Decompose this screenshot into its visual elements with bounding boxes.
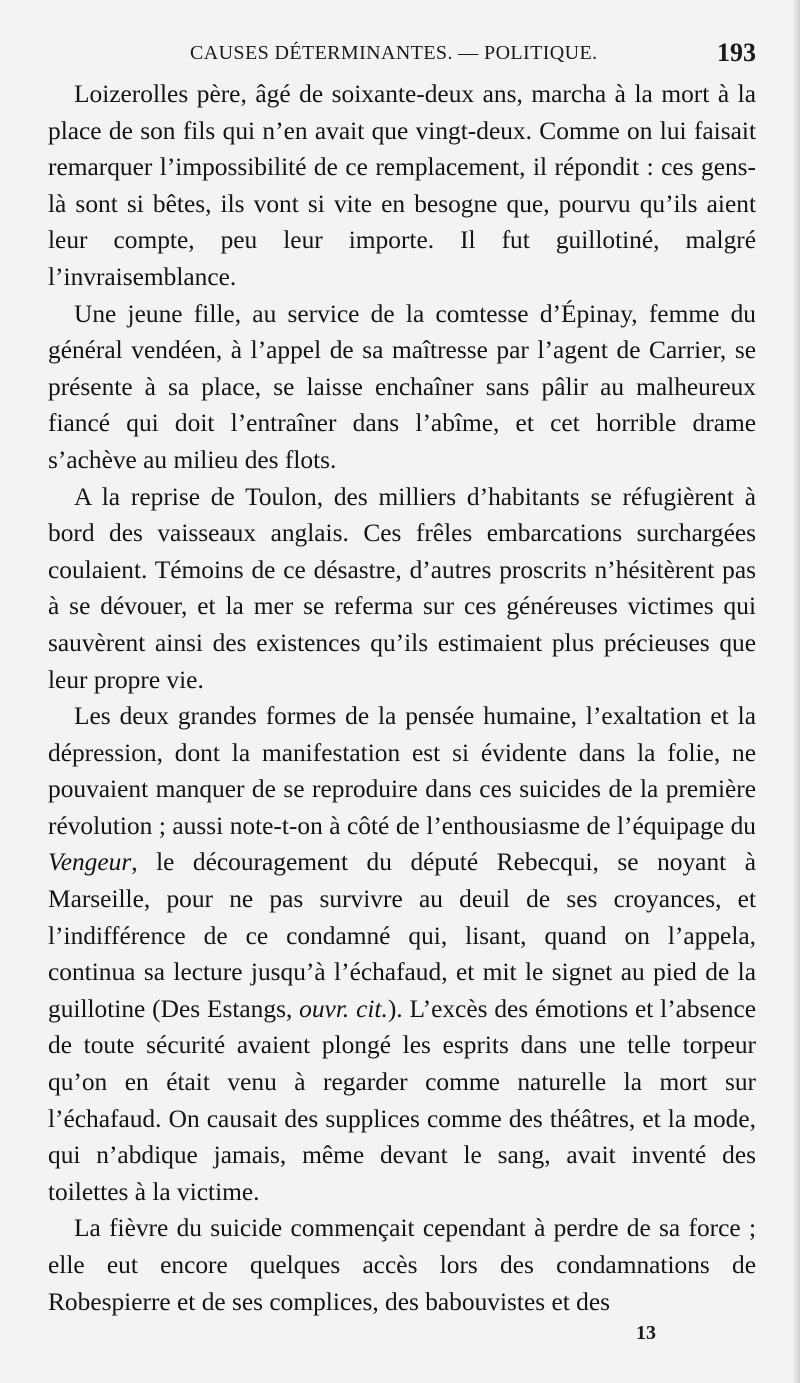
- paragraph-deux-formes: [48, 698, 756, 1210]
- page-header: [48, 38, 756, 72]
- body-text: [48, 76, 756, 1320]
- page-number: 193: [717, 38, 756, 67]
- paragraph-fievre: La fièvre du suicide commençait cependant à perdre de sa force ; elle eut encore quelques accès lors des condamnations de Robespierre et de ses complices, des babouvistes et des: [48, 1214, 756, 1316]
- paragraph-loizerolles: Loizerolles père, âgé de soixante-deux ans, marcha à la mort à la place de son fils qui n’en avait que vingt-deux. Comme on lui faisait remarquer l’impossibilité de ce remplacement, il répondit : ces gens-là sont si bêtes, ils vont si vite en besogne que, pourvu qu’ils aient leur compte, peu leur importe. Il fut guillotiné, malgré l’invraisemblance.: [48, 80, 756, 291]
- italic-ship-name: Vengeur: [48, 848, 132, 877]
- paragraph-text-part: Les deux grandes formes de la pensée humaine, l’exaltation et la dépression, dont la manifestation est si évidente dans la folie, ne pouvaient manquer de se reproduire dans ces suicides de la première révolution ; aussi note-t-on à côté de l’enthousiasme de l’équipage du: [48, 702, 756, 840]
- italic-citation: ouvr. cit.: [299, 994, 388, 1023]
- paragraph-jeune-fille: Une jeune fille, au service de la comtesse d’Épinay, femme du général vendéen, à l’appel de sa maîtresse par l’agent de Carrier, se présente à sa place, se laisse enchaîner sans pâlir au malheureux fiancé qui doit l’entraîner dans l’abîme, et cet horrible drame s’achève au milieu des flots.: [48, 299, 756, 474]
- paragraph-toulon: A la reprise de Toulon, des milliers d’habitants se réfugièrent à bord des vaisseaux anglais. Ces frêles embarcations surchargées coulaient. Témoins de ce désastre, d’autres proscrits n’hésitèrent pas à se dévouer, et la mer se referma sur ces généreuses victimes qui sauvèrent ainsi des existences qu’ils estimaient plus précieuses que leur propre vie.: [48, 482, 756, 694]
- paragraph-text-part: , le découragement du député Rebecqui, se noyant à Marseille, pour ne pas survivre au deuil de ses croyances, et l’indifférence de ce condamné qui, lisant, quand on l’appela, continua sa lecture jusqu’à l’échafaud, et mit le signet au pied de la guillotine (Des Estangs,: [48, 848, 756, 1023]
- paragraph-text-part: ). L’excès des émotions et l’absence de toute sécurité avaient plongé les esprits dans une telle torpeur qu’on en était venu à regarder comme naturelle la mort sur l’échafaud. On causait des supplices comme des théâtres, et la mode, qui n’abdique jamais, même devant le sang, avait inventé des toilettes à la victime.: [48, 994, 756, 1206]
- signature-mark: 13: [636, 1322, 656, 1344]
- running-title: CAUSES DÉTERMINANTES. — POLITIQUE.: [190, 42, 598, 64]
